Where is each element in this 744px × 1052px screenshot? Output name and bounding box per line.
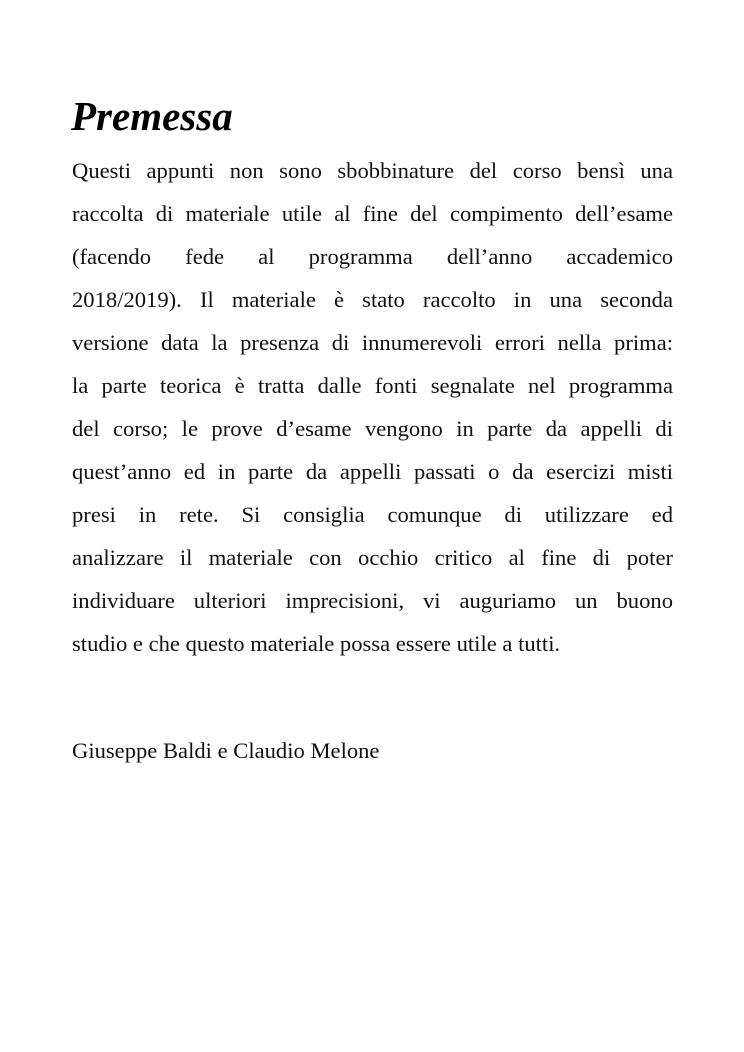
paragraph-line: del corso; le prove d’esame vengono in parte da appelli di	[72, 416, 673, 441]
paragraph-line: presi in rete. Si consiglia comunque di utilizzare ed	[72, 502, 673, 527]
paragraph-line: individuare ulteriori imprecisioni, vi auguriamo un buono	[72, 588, 673, 613]
page-title: Premessa	[71, 93, 233, 139]
paragraph-line: 2018/2019). Il materiale è stato raccolto in una seconda	[72, 287, 673, 312]
paragraph-line: la parte teorica è tratta dalle fonti segnalate nel programma	[72, 373, 673, 398]
paragraph-line: (facendo fede al programma dell’anno accademico	[72, 244, 673, 269]
paragraph-line: studio e che questo materiale possa essere utile a tutti.	[72, 631, 561, 656]
authors-signature: Giuseppe Baldi e Claudio Melone	[72, 738, 380, 763]
paragraph-line: analizzare il materiale con occhio critico al fine di poter	[72, 545, 673, 570]
paragraph-line: Questi appunti non sono sbobbinature del corso bensì una	[72, 158, 673, 183]
paragraph-line: raccolta di materiale utile al fine del compimento dell’esame	[72, 201, 673, 226]
preface-paragraph	[72, 149, 673, 665]
paragraph-line: quest’anno ed in parte da appelli passati o da esercizi misti	[72, 459, 673, 484]
paragraph-line: versione data la presenza di innumerevoli errori nella prima:	[72, 330, 673, 355]
